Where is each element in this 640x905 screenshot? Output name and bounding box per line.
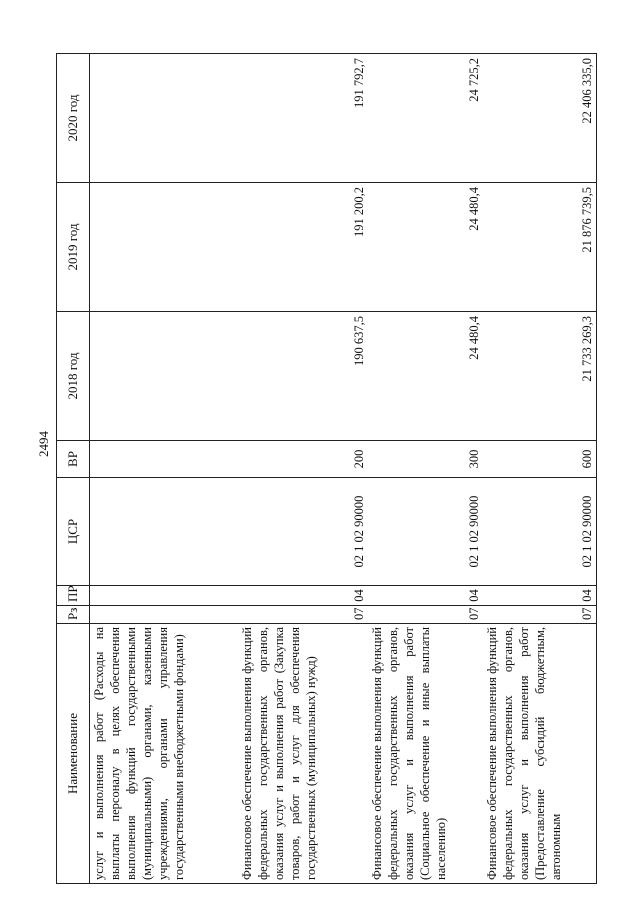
row-2020: [90, 54, 238, 183]
table-row: [238, 54, 368, 884]
row-name: Финансовое обеспечение выполнения функций федеральных государственных органов, оказания услуг и выполнения работ (Предоставление субсидий бюджетным, автономным: [483, 624, 597, 884]
table-row: [90, 54, 238, 884]
header-name: Наименование: [57, 624, 90, 884]
header-pr: ПР: [57, 586, 90, 606]
row-rz: [90, 606, 238, 624]
header-2020: 2020 год: [57, 54, 90, 183]
header-rz: Рз: [57, 606, 90, 624]
row-2019: 191 200,2: [238, 183, 368, 312]
row-vr: 300: [368, 441, 483, 478]
row-csr: 02 1 02 90000: [368, 478, 483, 586]
row-2018: [90, 312, 238, 441]
row-2019: 21 876 739,5: [483, 183, 597, 312]
row-2019: 24 480,4: [368, 183, 483, 312]
row-rz: 07: [238, 606, 368, 624]
budget-table: [56, 53, 597, 884]
rotated-table-container: [56, 54, 593, 884]
header-2018: 2018 год: [57, 312, 90, 441]
table-header-row: [57, 54, 90, 884]
table-row: [368, 54, 483, 884]
header-2019: 2019 год: [57, 183, 90, 312]
header-vr: ВР: [57, 441, 90, 478]
row-name: услуг и выполнения работ (Расходы на выплаты персоналу в целях обеспечения выполнения функций государственными (муниципальными) органами, казенными учреждениями, органами управления государственными внебюджетными фондами): [90, 624, 238, 884]
row-2018: 24 480,4: [368, 312, 483, 441]
row-rz: 07: [483, 606, 597, 624]
row-2020: 24 725,2: [368, 54, 483, 183]
row-pr: 04: [238, 586, 368, 606]
row-pr: 04: [483, 586, 597, 606]
row-2020: 22 406 335,0: [483, 54, 597, 183]
row-2020: 191 792,7: [238, 54, 368, 183]
row-vr: 600: [483, 441, 597, 478]
row-csr: [90, 478, 238, 586]
row-2019: [90, 183, 238, 312]
row-2018: 190 637,5: [238, 312, 368, 441]
row-name: Финансовое обеспечение выполнения функций федеральных государственных органов, оказания услуг и выполнения работ (Закупка товаров, работ и услуг для обеспечения государственных (муниципальных) нужд): [238, 624, 368, 884]
row-vr: [90, 441, 238, 478]
row-pr: 04: [368, 586, 483, 606]
row-csr: 02 1 02 90000: [483, 478, 597, 586]
row-2018: 21 733 269,3: [483, 312, 597, 441]
header-csr: ЦСР: [57, 478, 90, 586]
row-rz: 07: [368, 606, 483, 624]
row-vr: 200: [238, 441, 368, 478]
row-name: Финансовое обеспечение выполнения функций федеральных государственных органов, оказания услуг и выполнения работ (Социальное обеспечение и иные выплаты населению): [368, 624, 483, 884]
table-row: [483, 54, 597, 884]
row-csr: 02 1 02 90000: [238, 478, 368, 586]
page-number: 2494: [36, 431, 51, 457]
row-pr: [90, 586, 238, 606]
